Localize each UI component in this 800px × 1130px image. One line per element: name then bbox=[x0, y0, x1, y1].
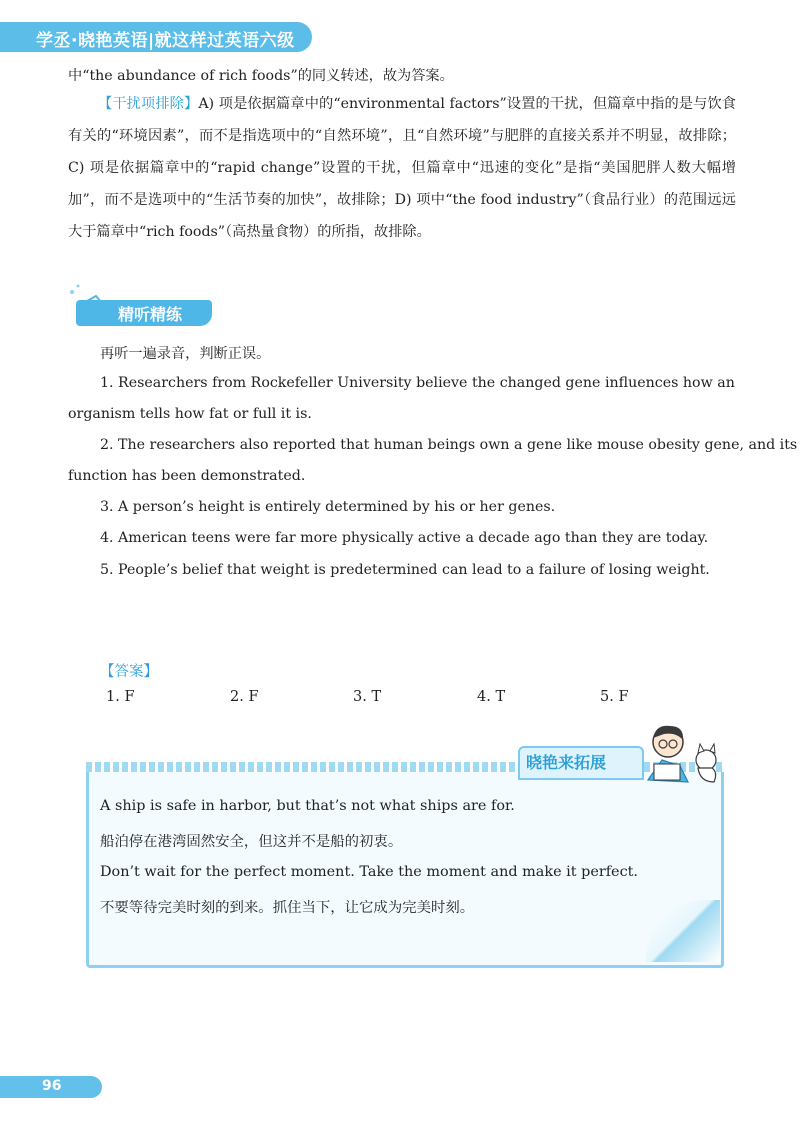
statement-1: 1. Researchers from Rockefeller University believe the changed gene influences how an bbox=[100, 375, 735, 391]
distractor-tag: 【干扰项排除】 bbox=[98, 96, 199, 112]
answer-4: 4. T bbox=[477, 689, 506, 705]
expansion-tab-label: 晓艳来拓展 bbox=[526, 753, 607, 772]
statement-2-cont: function has been demonstrated. bbox=[68, 468, 306, 484]
reading-student-icon bbox=[640, 720, 726, 786]
answer-3: 3. T bbox=[353, 689, 382, 705]
page-number: 96 bbox=[42, 1078, 62, 1094]
distractor-paragraph bbox=[68, 88, 736, 248]
statement-1-cont: organism tells how fat or full it is. bbox=[68, 406, 312, 422]
quote-1-chinese: 船泊停在港湾固然安全，但这并不是船的初衷。 bbox=[100, 834, 403, 850]
section-title: 精听精练 bbox=[118, 305, 183, 324]
quote-2-chinese: 不要等待完美时刻的到来。抓住当下，让它成为完美时刻。 bbox=[100, 900, 475, 916]
answer-2: 2. F bbox=[230, 689, 259, 705]
instruction: 再听一遍录音，判断正误。 bbox=[100, 346, 271, 362]
answer-label: 【答案】 bbox=[100, 664, 158, 680]
answer-5: 5. F bbox=[600, 689, 629, 705]
distractor-text: A) 项是依据篇章中的“environmental factors”设置的干扰，但篇章中指的是与饮食有关的“环境因素”，而不是指选项中的“自然环境”，且“自然环境”与肥胖的直接关系并不明显，故排除；C) 项是依据篇章中的“rapid change”设置的干扰，但篇章中“迅速的变化”是指“美国肥胖人数大幅增加”，而不是选项中的“生活节奏的加快”，故排除；D) 项中“the food industry”（食品行业）的范围远远大于篇章中“rich foods”（高热量食物）的所指，故排除。 bbox=[68, 96, 736, 240]
statement-4: 4. American teens were far more physically active a decade ago than they are today. bbox=[100, 530, 709, 546]
statement-3: 3. A person’s height is entirely determined by his or her genes. bbox=[100, 499, 556, 515]
statement-5: 5. People’s belief that weight is predetermined can lead to a failure of losing weight. bbox=[100, 562, 710, 578]
quote-1-english: A ship is safe in harbor, but that’s not what ships are for. bbox=[100, 798, 515, 814]
quote-2-english: Don’t wait for the perfect moment. Take the moment and make it perfect. bbox=[100, 864, 638, 880]
answer-1: 1. F bbox=[106, 689, 135, 705]
explanation-intro: 中“the abundance of rich foods”的同义转述，故为答案。 bbox=[68, 68, 454, 84]
book-title: 学丞·晓艳英语|就这样过英语六级 bbox=[36, 31, 295, 51]
statement-2: 2. The researchers also reported that human beings own a gene like mouse obesity gene, and its bbox=[100, 437, 798, 453]
